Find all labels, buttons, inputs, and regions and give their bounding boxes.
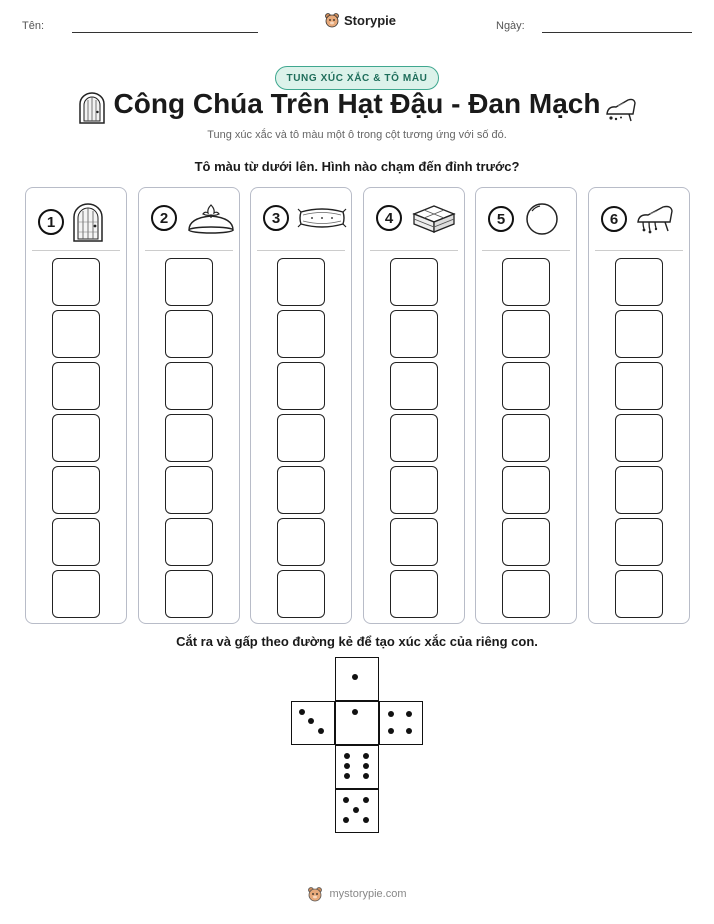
activity-badge: TUNG XÚC XẮC & TÔ MÀU: [275, 66, 439, 90]
cut-instruction: Cắt ra và gấp theo đường kẻ để tạo xúc xắc của riêng con.: [176, 634, 538, 649]
dice-face-6: [335, 745, 379, 789]
column-number: 6: [601, 206, 627, 232]
dice-pip: [363, 753, 369, 759]
color-cell-4[interactable]: [165, 414, 213, 462]
color-cell-6[interactable]: [390, 310, 438, 358]
color-cell-3[interactable]: [615, 466, 663, 514]
column-divider: [370, 250, 458, 251]
dice-face-1: [335, 701, 379, 745]
color-cell-6[interactable]: [165, 310, 213, 358]
color-cell-1[interactable]: [52, 570, 100, 618]
color-cell-6[interactable]: [52, 310, 100, 358]
dice-face-5: [335, 789, 379, 833]
dice-pip: [406, 711, 412, 717]
dice-pip: [388, 711, 394, 717]
bear-icon: [307, 886, 323, 902]
glass-slipper-icon: [604, 94, 638, 122]
dice-pip: [353, 807, 359, 813]
color-cell-2[interactable]: [165, 518, 213, 566]
color-cell-7[interactable]: [502, 258, 550, 306]
color-cell-3[interactable]: [390, 466, 438, 514]
column-5: [475, 187, 577, 624]
name-label: Tên:: [22, 20, 45, 32]
column-number: 3: [263, 205, 289, 231]
color-cell-3[interactable]: [52, 466, 100, 514]
dice-pip: [344, 753, 350, 759]
color-cell-5[interactable]: [390, 362, 438, 410]
dice-pip: [343, 817, 349, 823]
column-number: 1: [38, 209, 64, 235]
color-cell-1[interactable]: [390, 570, 438, 618]
color-cell-2[interactable]: [615, 518, 663, 566]
dice-pip: [363, 773, 369, 779]
dice-pip: [344, 773, 350, 779]
pea-icon: [522, 202, 562, 236]
date-line[interactable]: [542, 32, 692, 33]
footer-url[interactable]: mystorypie.com: [329, 888, 407, 900]
dice-pip: [343, 797, 349, 803]
footer: [0, 886, 714, 902]
color-cell-1[interactable]: [502, 570, 550, 618]
crown-icon: [185, 202, 237, 234]
mattress-icon: [410, 202, 458, 234]
color-cell-4[interactable]: [52, 414, 100, 462]
color-cell-7[interactable]: [52, 258, 100, 306]
column-4: [363, 187, 465, 624]
color-cell-2[interactable]: [502, 518, 550, 566]
color-cell-6[interactable]: [502, 310, 550, 358]
column-number: 4: [376, 205, 402, 231]
color-cell-3[interactable]: [277, 466, 325, 514]
dice-pip: [318, 728, 324, 734]
column-number: 2: [151, 205, 177, 231]
dice-pip: [388, 728, 394, 734]
color-cell-6[interactable]: [277, 310, 325, 358]
dice-pip: [344, 763, 350, 769]
column-number: 5: [488, 206, 514, 232]
column-6: [588, 187, 690, 624]
column-divider: [145, 250, 233, 251]
color-cell-2[interactable]: [52, 518, 100, 566]
dice-face-1: [335, 657, 379, 701]
column-3: [250, 187, 352, 624]
column-divider: [482, 250, 570, 251]
color-cell-1[interactable]: [615, 570, 663, 618]
column-divider: [595, 250, 683, 251]
color-cell-4[interactable]: [277, 414, 325, 462]
color-cell-6[interactable]: [615, 310, 663, 358]
color-cell-1[interactable]: [165, 570, 213, 618]
color-cell-2[interactable]: [277, 518, 325, 566]
color-cell-7[interactable]: [390, 258, 438, 306]
color-cell-1[interactable]: [277, 570, 325, 618]
color-cell-5[interactable]: [165, 362, 213, 410]
coloring-instruction: Tô màu từ dưới lên. Hình nào chạm đến đỉnh trước?: [194, 159, 520, 174]
dice-pip: [352, 709, 358, 715]
page-title: Công Chúa Trên Hạt Đậu - Đan Mạch: [113, 88, 601, 119]
brand-name: Storypie: [344, 12, 397, 28]
dice-face-3: [291, 701, 335, 745]
brand-logo: [324, 12, 396, 28]
dice-pip: [352, 674, 358, 680]
bear-icon: [324, 12, 340, 28]
dice-pip: [299, 709, 305, 715]
column-divider: [32, 250, 120, 251]
dice-pip: [406, 728, 412, 734]
color-cell-5[interactable]: [52, 362, 100, 410]
color-cell-3[interactable]: [165, 466, 213, 514]
column-1: [25, 187, 127, 624]
color-cell-4[interactable]: [390, 414, 438, 462]
date-label: Ngày:: [496, 20, 525, 32]
color-cell-7[interactable]: [277, 258, 325, 306]
color-cell-5[interactable]: [615, 362, 663, 410]
color-cell-2[interactable]: [390, 518, 438, 566]
name-line[interactable]: [72, 32, 258, 33]
color-cell-7[interactable]: [615, 258, 663, 306]
dice-face-4: [379, 701, 423, 745]
pillow-icon: [297, 202, 347, 234]
subtitle: Tung xúc xắc và tô màu một ô trong cột tương ứng với số đó.: [207, 129, 507, 141]
dice-pip: [363, 763, 369, 769]
dice-pip: [308, 718, 314, 724]
color-cell-3[interactable]: [502, 466, 550, 514]
color-cell-5[interactable]: [502, 362, 550, 410]
color-cell-4[interactable]: [615, 414, 663, 462]
glass-slipper-icon: [635, 202, 677, 236]
color-cell-4[interactable]: [502, 414, 550, 462]
dice-pip: [363, 797, 369, 803]
color-cell-7[interactable]: [165, 258, 213, 306]
arched-door-icon: [72, 202, 104, 242]
color-cell-5[interactable]: [277, 362, 325, 410]
column-2: [138, 187, 240, 624]
column-divider: [257, 250, 345, 251]
dice-pip: [363, 817, 369, 823]
